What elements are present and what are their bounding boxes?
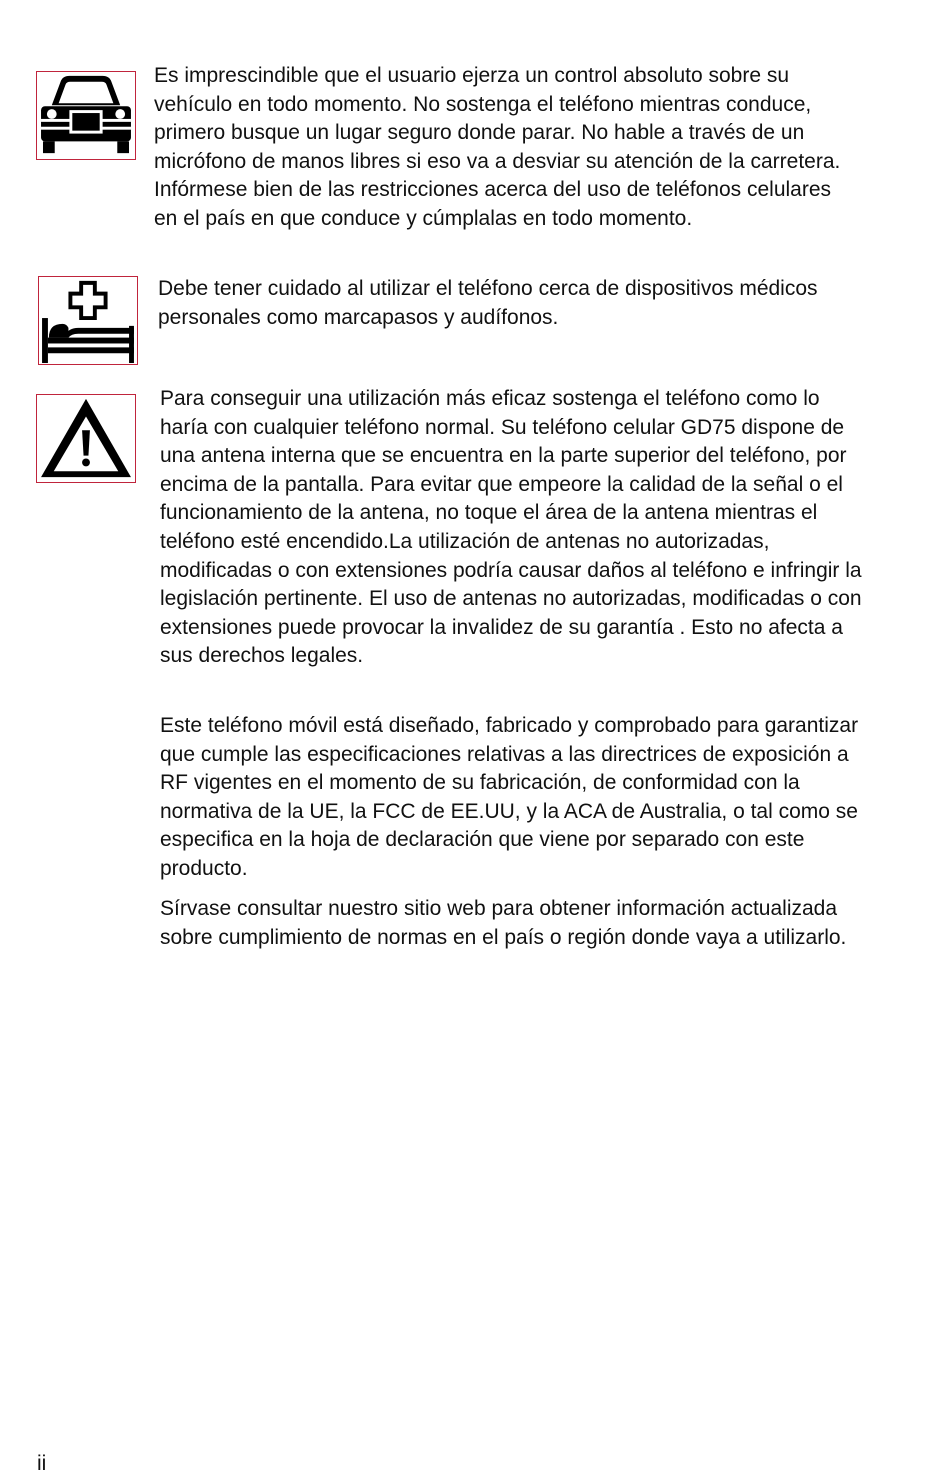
hospital-bed-icon-graphic	[39, 277, 137, 364]
driving-warning-text: Es imprescindible que el usuario ejerza un control absoluto sobre su vehículo en todo momento. No sostenga el teléfono mientras conduce, primero busque un lugar seguro donde parar. No hable a través de un micrófono de manos libres si eso va a desviar su atención de la carretera. Infórmese bien de las restricciones acerca del uso de teléfonos celulares en el país en que conduce y cúmplalas en todo momento.	[154, 64, 841, 230]
car-icon	[36, 71, 136, 160]
warning-triangle-icon-graphic	[37, 395, 135, 482]
website-compliance-text: Sírvase consultar nuestro sitio web para obtener información actualizada sobre cumplimiento de normas en el país o región donde vaya a utilizarlo.	[160, 897, 847, 949]
medical-devices-text: Debe tener cuidado al utilizar el teléfono cerca de dispositivos médicos personales como marcapasos y audífonos.	[158, 277, 818, 329]
page-number: ii	[37, 1452, 47, 1475]
antenna-text: Para conseguir una utilización más eficaz sostenga el teléfono como lo haría con cualquier teléfono normal. Su teléfono celular GD75 dispone de una antena interna que se encuentra en la parte superior del teléfono, por encima de la pantalla. Para evitar que empeore la calidad de la señal o el funcionamiento de la antena, no toque el área de la antena mientras el teléfono esté encendido.La utilización de antenas no autorizadas, modificadas o con extensiones podría causar daños al teléfono e infringir la legislación pertinente. El uso de antenas no autorizadas, modificadas o con extensiones puede provocar la invalidez de su garantía . Esto no afecta a sus derechos legales.	[160, 387, 862, 668]
car-icon-graphic	[37, 72, 135, 159]
warning-triangle-icon	[36, 394, 136, 483]
hospital-bed-icon	[38, 276, 138, 365]
rf-exposure-text: Este teléfono móvil está diseñado, fabricado y comprobado para garantizar que cumple las especificaciones relativas a las directrices de exposición a RF vigentes en el momento de su fabricación, de conformidad con la normativa de la UE, la FCC de EE.UU, y la ACA de Australia, o tal como se especifica en la hoja de declaración que viene por separado con este producto.	[160, 714, 859, 880]
